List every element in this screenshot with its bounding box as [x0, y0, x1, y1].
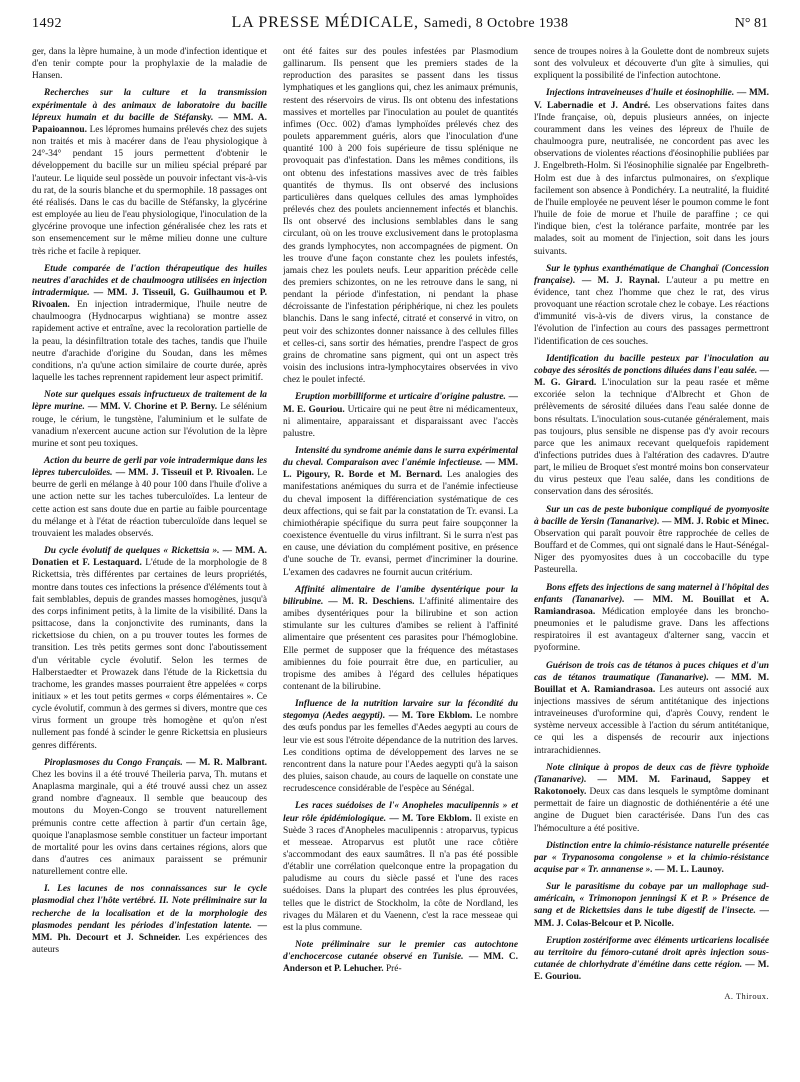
article-body: sence de troupes noires à la Goulette dont de nombreux sujets sont des volvuleux et découverte d'un gîte à simulies, qui expliquent la possibilité de l'infection autochtone.: [534, 47, 769, 82]
article-paragraph: [534, 935, 769, 984]
journal-title: [32, 14, 768, 32]
article-authors: — M. L. Launoy.: [655, 865, 724, 875]
article-paragraph: [534, 263, 769, 348]
article-authors: — M. E. Gouriou.: [534, 960, 769, 983]
article-authors: — MM. J. Colas-Belcour et P. Nicolle.: [534, 906, 769, 929]
article-body: Les expériences des auteurs: [32, 932, 267, 956]
article-paragraph: [534, 87, 769, 257]
article-body: ger, dans la lèpre humaine, à un mode d'infection identique et d'en tenir compte pour la prophylaxie de la maladie de Hansen.: [32, 47, 267, 82]
article-title: Guérison de trois cas de tétanos à puces chiques et d'un cas de tétanos traumatique (Tananarive).: [534, 660, 769, 683]
article-paragraph: [283, 939, 518, 975]
article-authors: — MM. A. Donatien et F. Lestaquard.: [32, 546, 267, 569]
article-paragraph: [283, 391, 518, 440]
article-authors: — M. R. Deschiens.: [328, 596, 415, 607]
article-paragraph: [283, 698, 518, 795]
article-body: Les analogies des manifestations anémiques du surra et de l'anémie infectieuse du cheval imposent la différenciation systématique de ces deux affections, qui se fait par la constatation de Tr. evansi. La chimiothérapie spécifique du surra peut faire soupçonner la coexistence éventuelle du virus infiltrant. Si le surra n'est pas en cause, une déviation du complément positive, en présence d'une souche de Tr. evansi, permet d'incriminer la dourine. L'examen des cadavres ne fournit aucun critérium.: [283, 470, 518, 578]
article-title: Du cycle évolutif de quelques « Rickettsia ».: [44, 546, 220, 557]
article-paragraph: [32, 46, 267, 82]
article-title: Affinité alimentaire de l'amibe dysentérique pour la bilirubine.: [283, 584, 518, 607]
column-3: [534, 46, 769, 1076]
article-body: L'auteur a pu mettre en évidence, tant chez l'homme que chez le rat, des virus provoquant une réaction scrotale chez le cobaye. Les réactions d'immunité vis-à-vis de divers virus, la constance de l'évolution de l'infection au cours des passages permettront l'identification de ces souches.: [534, 275, 769, 347]
article-paragraph: [32, 455, 267, 540]
article-title: Sur le parasitisme du cobaye par un mallophage sud-américain, « Trimonopon jenningsi K et P. » Présence de sang et de Rickettsies dans le tube digestif de l'insecte.: [534, 882, 769, 917]
article-title: Sur un cas de peste bubonique compliqué de pyomyosite à bacille de Yersin (Tananarive).: [534, 504, 769, 527]
article-title: Distinction entre la chimio-résistance naturelle présentée par « Trypanosoma congolense » et la chimio-résistance acquise par « Tr. annanense ».: [534, 840, 769, 875]
article-body: Le beurre de gerli en mélange à 40 pour 100 dans l'huile d'olive a une action nette sur les taches tuberculoïdes. La lenteur de cette action est sans doute due en partie au faible pourcentage du mélange et à l'état de réaction tuberculoïde dans lequel se trouvaient les malades observés.: [32, 468, 267, 539]
article-body: Deux cas dans lesquels le symptôme dominant permettait de faire un diagnostic de dothiénentérie a été une angine de Duguet bien caractérisée. Dans l'un des cas l'hémoculture a été positive.: [534, 787, 769, 834]
article-authors: — MM. Ph. Decourt et J. Schneider.: [32, 920, 267, 943]
article-title: Eruption morbilliforme et urticaire d'origine palustre.: [295, 392, 506, 403]
article-body: L'inoculation sur la peau rasée et même excoriée selon la technique d'Albrecht et Ghon de prélèvements de sérosité diluées dans l'eau salée donne de bons résultats. L'inoculation sous-cutanée généralement, mais pas toujours, plus sensible ne dispense pas d'y avoir recours parce que les animaux recevant quelquefois rapidement d'infections putrides dues à l'altération des cadavres. D'autre part, le milieu de Broquet s'est montré moins bon conservateur du virus pesteux que l'eau salée, dans les conditions de conservation dans des sérosités.: [534, 378, 769, 498]
article-paragraph: [283, 584, 518, 693]
article-body: L'affinité alimentaire des amibes dysentériques pour la bilirubine et son action stimulante sur les cultures d'amibes se relient à l'affinité alimentaire que présentent ces parasites pour l'hémoglobine. Elle permet de supposer que la fréquence des métastases amibiennes du foie pourrait être due, en particulier, au tropisme des amibes à l'égard des cellules hépatiques contenant de la bilirubine.: [283, 596, 518, 692]
article-title: Les races suédoises de l'« Anopheles maculipennis » et leur rôle épidémiologique.: [283, 801, 518, 824]
article-body: Médication employée dans les broncho-pneumonies et le paludisme grave. Dans les affections respiratoires il est avantageux d'alterner sang, vaccin et pyoformine.: [534, 606, 769, 654]
article-columns: [32, 46, 770, 1076]
article-body: Les observations faites dans l'Inde française, où, depuis plusieurs années, on injecte couramment dans les veines des lépreux de l'huile de chaulmoogra pure, neutralisée, ne concordent pas avec les observations de violentes réactions d'éosinophilie publiées par J. Engelbreth-Holm. Si l'éosinophilie signalée par Engelbreth-Holm est due à des infarctus pulmonaires, on s'explique facilement son absence à Pondichéry. La neutralité, la fluidité de l'huile employée ne peuvent léser le poumon comme le font l'huile de foie de morue et l'huile de paraffine ; ce qui l'indique bien, c'est la tolérance parfaite, montrée par les malades, soit au moment de l'injection, soit dans les jours suivants.: [534, 100, 769, 257]
signature: A. Thiroux.: [724, 992, 769, 1002]
article-body: Pré-: [385, 964, 402, 975]
article-authors: — M. Tore Ekblom.: [389, 813, 472, 824]
article-body: Il existe en Suède 3 races d'Anopheles maculipennis : atroparvus, typicus et messeae. Atroparvus est plutôt une race côtière s'accommodant des eaux saumâtres. Il n'a pas été possible d'établir une corrélation quelconque entre la propagation du paludisme au cours du siècle passé et l'une des races suédoises. Dans la plupart des contrées les plus éprouvées, telles que le district de Stockholm, la côte de Nordland, les rivages du Mälaren et du Vaenenn, c'est la race messeae qui est la plus commune.: [283, 813, 518, 933]
article-body: Le sélénium rouge, le cérium, le tungstène, l'aluminium et le sulfate de vanadium n'exercent aucune action sur l'évolution de la lèpre murine et sont peu toxiques.: [32, 402, 267, 449]
article-body: Chez les bovins il a été trouvé Theileria parva, Th. mutans et Anaplasma marginale, qui a été trouvé aussi chez un assez grand nombre d'agneaux. Il semble que beaucoup des moutons du Moyen-Congo se trouvent naturellement prémunis contre cette affection à partir d'un certain âge, quoique l'anaplasmose semble constituer un facteur important de mortalité pour les ovins dans certaines régions, alors que dans d'autres ces animaux paraissent se prémunir naturellement contre elle.: [32, 769, 267, 878]
article-body: ont été faites sur des poules infestées par Plasmodium gallinarum. Ils pensent que les premiers stades de la reproduction des parasites se passent dans les tissus lymphatiques et les ganglions qui, chez les animaux prémunis, restent des réservoirs de virus. Ils ont obtenu des infestations massives et mortelles par l'inoculation au poulet de quantités infimes (Occ. 002) d'amas lymphoïdes prélevés chez des poulets apparemment guéris, alors que l'inoculation d'une quantité 100 à 200 fois supérieure de tissu splénique ne provoquait pas d'infestation. Dans les mêmes conditions, ils ont obtenu des infestations massives avec de très faibles quantités de thymus. Ils ont observé des inclusions particulières dans quelques cellules des amas lymphoïdes prélevés chez des poulets anciennement infectés et blanchis. Ils ont observé des inclusions semblables dans le sang circulant, où on les trouve exclusivement dans le protoplasma des grands lymphocytes, non accompagnées de pigment. On les trouve d'une façon constante chez les poulets infestés, jamais chez les poulets neufs. Leur apparition précède celle des premiers schizontes, on ne les retrouve dans le sang, ni pendant la période d'infestation, ni pendant la phase décroissante de l'infestation périphérique, ni chez les poulets blanchis. Dans le sang infecté, citraté et conservé in vitro, on peut voir des schizontes donner naissance à des cellules filles et celles-ci, sans sortir des hématies, prendre l'aspect de gros grains de chromatine sans pigment, qui ont un aspect très voisin des inclusions intra-lymphocytaires observées in vivo chez le poulet infecté.: [283, 47, 518, 386]
article-title: Identification du bacille pesteux par l'inoculation au cobaye des sérosités de ponctions diluées dans l'eau salée.: [534, 353, 769, 376]
article-paragraph: [534, 582, 769, 655]
article-title: Recherches sur la culture et la transmission expérimentale à des animaux de laboratoire du bacille lépreux humain et du bacille de Stéfansky.: [32, 88, 267, 123]
article-paragraph: [534, 762, 769, 835]
article-title: Note sur quelques essais infructueux de traitement de la lèpre murine.: [32, 390, 267, 413]
article-paragraph: [534, 660, 769, 757]
column-2: [283, 46, 518, 1076]
article-authors: — MM. M. Bouillat et A. Ramiandrasoa.: [534, 672, 769, 695]
article-paragraph: [283, 445, 518, 579]
article-paragraph: [283, 46, 518, 386]
article-authors: — MM. V. Chorine et P. Berny.: [87, 402, 218, 413]
article-paragraph: [534, 881, 769, 930]
article-title: Sur le typhus exanthématique de Changhaï (Concession française).: [534, 263, 769, 286]
article-authors: — MM. A. Papaioannou.: [32, 112, 267, 135]
article-title: Injections intraveineuses d'huile et éosinophilie.: [546, 88, 735, 99]
article-authors: — MM. J. Tisseuil et P. Rivoalen.: [115, 468, 254, 479]
article-paragraph: [283, 800, 518, 934]
article-authors: — M. J. Raynal.: [581, 275, 660, 286]
article-title: Note clinique à propos de deux cas de fièvre typhoïde (Tananarive).: [534, 762, 769, 785]
article-title: Piroplasmoses du Congo Français.: [44, 757, 183, 768]
article-title: Note préliminaire sur le premier cas autochtone d'enchocercose cutanée observé en Tunisie.: [283, 940, 518, 963]
article-paragraph: [534, 353, 769, 499]
article-title: Bons effets des injections de sang maternel à l'hôpital des enfants (Tananarive).: [534, 582, 769, 605]
article-title: Eruption zostériforme avec éléments urticariens localisée au territoire du fémoro-cutané droit après injection sous-cutanée de chlorhydrate d'émétine dans cette région.: [534, 935, 769, 971]
article-authors: — M. Tore Ekblom.: [388, 711, 473, 722]
article-authors: — MM. M. Bouillat et A. Ramiandrasoa.: [534, 594, 769, 617]
article-paragraph: [32, 757, 267, 879]
article-authors: — MM. J. Robic et Minec.: [661, 516, 769, 527]
page-number: 1492: [32, 16, 62, 31]
article-paragraph: [534, 46, 769, 82]
page-header: [32, 16, 768, 40]
article-title: Influence de la nutrition larvaire sur la fécondité du stegomya (Aedes aegypti).: [283, 699, 518, 722]
article-authors: — M. G. Girard.: [534, 365, 769, 389]
article-body: Les auteurs ont associé aux injections massives de sérum antitétanique des injections intraveineuses d'uroformine qui, d'après Couvy, rendent le système nerveux accessible à l'action du sérum antitétanique, ce qui les a dispensés de recourir aux injections intrarachidiennes.: [534, 684, 769, 756]
article-paragraph: [32, 87, 267, 257]
article-title: Action du beurre de gerli par voie intradermique dans les lèpres tuberculoïdes.: [32, 456, 267, 479]
article-authors: — MM. J. Tisseuil, G. Guilhaumou et P. Rivoalen.: [32, 287, 267, 311]
article-title: Etude comparée de l'action thérapeutique des huiles neutres d'arachides et de chaulmoogra utilisées en injection intradermique.: [32, 263, 267, 298]
article-paragraph: [32, 263, 267, 385]
journal-name: LA PRESSE MÉDICALE,: [231, 14, 419, 31]
article-body: Urticaire qui ne peut être ni médicamenteux, ni alimentaire, apparaissant et disparaissant avec l'accès palustre.: [283, 404, 518, 439]
article-title: Intensité du syndrome anémie dans le surra expérimental du cheval. Comparaison avec l'anémie infectieuse.: [283, 446, 518, 469]
article-paragraph: [32, 389, 267, 450]
article-paragraph: [32, 545, 267, 752]
article-authors: — MM. C. Anderson et P. Lehucher.: [283, 952, 518, 975]
article-paragraph: [534, 840, 769, 876]
article-authors: — MM. M. Farinaud, Sappey et Rakotonoely.: [534, 774, 769, 798]
article-body: Observation qui paraît pouvoir être rapprochée de celles de Bouffard et de Commes, qui ont signalé dans le Haut-Sénégal-Niger des pyomyosites dues à un coccobacille du type Pasteurella.: [534, 528, 769, 576]
article-title: I. Les lacunes de nos connaissances sur le cycle plasmodial chez l'hôte vertébré. II. Note préliminaire sur la recherche de la localisation et de la morphologie des plasmodes pendant les périodes d'infestation latente.: [32, 884, 267, 931]
article-body: L'étude de la morphologie de 8 Rickettsia, très différentes par certaines de leurs propriétés, montre dans toutes ces infections la présence d'éléments tout à fait semblables, depuis de grandes masses homogènes, jusqu'à des corps infiniment petits, à la limite de la visibilité. Dans la psittacose, dans la conjonctivite des ruminants, dans la rickettsiose du chien, on a pu trouver toutes les formes de transition. Les très petits germes sont donc l'aboutissement d'un véritable cycle évolutif. Selon les termes de Halberstaedter et Prowazek dans l'étude de la Rickettsia du trachome, les grandes masses pourraient être appelées « corps initiaux » et les tout petits germes « corps élémentaires ». Ce cycle évolutif, commun à des germes si divers, montre que ces virus forment un groupe très homogène et qu'on n'est nullement pas fondé à scinder le genre Rickettsia en plusieurs genres différents.: [32, 558, 267, 751]
article-authors: — M. R. Malbrant.: [186, 757, 267, 768]
article-body: Le nombre des œufs pondus par les femelles d'Aedes aegypti au cours de leur vie est sous l'étroite dépendance de la nutrition des larves. Les conditions optima de développement des larves ne se rencontrent dans la nature pour l'Aedes aegypti qu'à la saison des pluies, saison chaude, au cours de laquelle on constate une recrudescence considérable de l'espèce au Sénégal.: [283, 711, 518, 795]
article-authors: — MM. V. Labernadie et J. André.: [534, 88, 769, 111]
article-authors: — MM. L. Pigoury, R. Borde et M. Bernard.: [283, 458, 518, 481]
issue-date: Samedi, 8 Octobre 1938: [423, 16, 569, 31]
column-1: [32, 46, 267, 1076]
article-body: En injection intradermique, l'huile neutre de chaulmoogra (Hydnocarpus wightiana) se montre assez rapidement active et entraîne, avec la recoloration partielle de la peau, la désinfiltration totale des taches, tandis que l'huile neutre d'arachide d'origine du Soudan, dans les mêmes conditions, n'a qu'une action similaire de courte durée, après laquelle les taches reprennent rapidement leur aspect primitif.: [32, 300, 267, 384]
issue-number: N° 81: [734, 16, 768, 31]
article-authors: — M. E. Gouriou.: [283, 392, 518, 415]
article-body: Les lépromes humains prélevés chez des sujets non traités et mis à macérer dans de l'eau physiologique à 24°-34° pendant 15 jours permettent d'obtenir le développement du bacille sur un milieu spécial préparé par l'auteur. Le liquide seul possède un pouvoir infectant vis-à-vis du rat, de la souris blanche et du spermophile. 18 passages ont été réalisés. Dans le cas du bacille de Stéfansky, la glycérine est employée au lieu de l'eau physiologique, l'inoculation de la glycérine provoque une infection généralisée chez les rats et son ensemencement sur le même milieu donne une culture très riche et facile à repiquer.: [32, 124, 267, 257]
article-paragraph: [32, 883, 267, 956]
article-paragraph: [534, 504, 769, 577]
